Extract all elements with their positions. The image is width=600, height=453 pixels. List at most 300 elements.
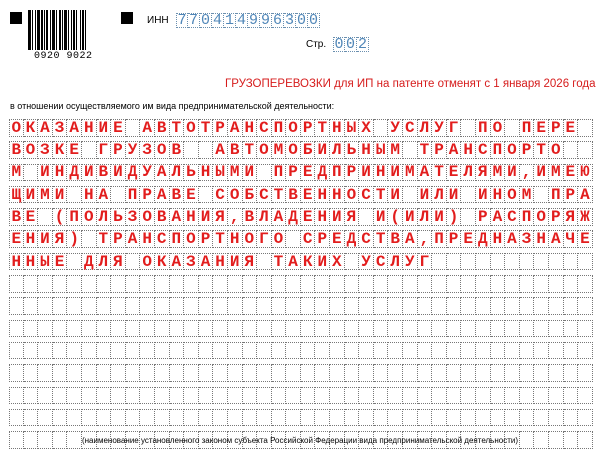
grid-cell: Р bbox=[111, 141, 126, 159]
grid-cell: В bbox=[243, 208, 258, 226]
grid-cell: И bbox=[97, 119, 112, 137]
grid-cell bbox=[199, 141, 214, 159]
grid-cell bbox=[272, 409, 287, 427]
grid-cell bbox=[374, 364, 389, 382]
grid-cell: И bbox=[359, 164, 374, 182]
grid-cell: О bbox=[82, 208, 97, 226]
grid-cell bbox=[520, 297, 535, 315]
grid-cell: В bbox=[9, 141, 24, 159]
grid-cell bbox=[257, 342, 272, 360]
grid-cell bbox=[403, 297, 418, 315]
grid-cell bbox=[359, 409, 374, 427]
grid-cell bbox=[9, 297, 24, 315]
inn-digit-cell: 1 bbox=[224, 12, 234, 29]
grid-cell bbox=[432, 297, 447, 315]
grid-cell: Л bbox=[330, 141, 345, 159]
grid-cell bbox=[315, 387, 330, 405]
grid-cell bbox=[374, 320, 389, 338]
grid-cell bbox=[403, 186, 418, 204]
grid-cell: С bbox=[257, 186, 272, 204]
grid-cell bbox=[330, 409, 345, 427]
grid-cell: Е bbox=[184, 186, 199, 204]
grid-cell bbox=[564, 275, 579, 293]
grid-cell bbox=[461, 119, 476, 137]
grid-cell bbox=[111, 409, 126, 427]
grid-cell: Е bbox=[564, 119, 579, 137]
grid-cell bbox=[359, 320, 374, 338]
grid-cell bbox=[199, 409, 214, 427]
grid-cell: А bbox=[549, 230, 564, 248]
grid-cell bbox=[549, 253, 564, 271]
grid-cell bbox=[359, 387, 374, 405]
grid-cell bbox=[140, 409, 155, 427]
grid-cell: О bbox=[9, 119, 24, 137]
grid-cell bbox=[82, 387, 97, 405]
grid-row[interactable] bbox=[9, 297, 593, 315]
grid-cell: П bbox=[126, 186, 141, 204]
grid-cell: А bbox=[38, 119, 53, 137]
grid-cell: З bbox=[126, 208, 141, 226]
grid-cell bbox=[564, 320, 579, 338]
grid-cell bbox=[578, 141, 593, 159]
grid-cell bbox=[505, 387, 520, 405]
grid-cell bbox=[272, 275, 287, 293]
grid-cell bbox=[155, 387, 170, 405]
grid-row[interactable] bbox=[9, 230, 593, 248]
grid-cell bbox=[111, 186, 126, 204]
barcode-bar bbox=[80, 10, 81, 50]
grid-cell bbox=[476, 364, 491, 382]
grid-cell: Н bbox=[330, 119, 345, 137]
inn-digit-cell: 9 bbox=[260, 12, 270, 29]
grid-cell: Х bbox=[330, 253, 345, 271]
grid-cell: И bbox=[388, 186, 403, 204]
grid-cell: Ь bbox=[345, 141, 360, 159]
grid-cell: Н bbox=[184, 208, 199, 226]
grid-cell bbox=[578, 387, 593, 405]
grid-cell bbox=[213, 387, 228, 405]
grid-cell: Р bbox=[315, 230, 330, 248]
grid-cell: М bbox=[388, 141, 403, 159]
grid-cell: Р bbox=[520, 141, 535, 159]
intro-text: в отношении осуществляемого им вида предпринимательской деятельности: bbox=[10, 101, 335, 111]
grid-cell bbox=[476, 387, 491, 405]
barcode-bar bbox=[32, 10, 33, 50]
grid-cell bbox=[520, 342, 535, 360]
grid-cell bbox=[243, 364, 258, 382]
barcode-bar bbox=[71, 10, 72, 50]
grid-cell: Г bbox=[447, 119, 462, 137]
grid-cell: Р bbox=[564, 186, 579, 204]
grid-cell: А bbox=[491, 208, 506, 226]
grid-cell bbox=[38, 275, 53, 293]
grid-cell bbox=[53, 409, 68, 427]
inn-digit-cell: 4 bbox=[212, 12, 222, 29]
grid-cell: Д bbox=[286, 208, 301, 226]
grid-cell bbox=[140, 364, 155, 382]
grid-row[interactable] bbox=[9, 387, 593, 405]
grid-cell: Т bbox=[272, 253, 287, 271]
grid-cell bbox=[38, 320, 53, 338]
barcode-bar bbox=[35, 10, 36, 50]
grid-cell bbox=[491, 409, 506, 427]
grid-cell bbox=[9, 342, 24, 360]
grid-row[interactable] bbox=[9, 342, 593, 360]
grid-cell: Н bbox=[243, 119, 258, 137]
grid-cell bbox=[257, 253, 272, 271]
grid-cell bbox=[315, 364, 330, 382]
grid-cell: И bbox=[432, 208, 447, 226]
grid-cell bbox=[418, 364, 433, 382]
grid-cell bbox=[359, 208, 374, 226]
grid-cell bbox=[461, 409, 476, 427]
grid-cell: А bbox=[170, 208, 185, 226]
grid-cell bbox=[24, 297, 39, 315]
grid-cell bbox=[374, 342, 389, 360]
grid-cell: Н bbox=[315, 186, 330, 204]
grid-cell bbox=[286, 230, 301, 248]
grid-cell bbox=[272, 364, 287, 382]
grid-cell bbox=[578, 275, 593, 293]
grid-cell bbox=[228, 320, 243, 338]
grid-row[interactable] bbox=[9, 164, 593, 182]
grid-cell: П bbox=[330, 164, 345, 182]
grid-cell bbox=[491, 275, 506, 293]
grid-cell bbox=[476, 297, 491, 315]
grid-cell: Н bbox=[491, 230, 506, 248]
grid-cell: О bbox=[155, 141, 170, 159]
grid-cell: Я bbox=[476, 164, 491, 182]
grid-cell bbox=[403, 342, 418, 360]
grid-row[interactable] bbox=[9, 141, 593, 159]
grid-cell bbox=[461, 342, 476, 360]
grid-cell: А bbox=[272, 208, 287, 226]
grid-cell: Н bbox=[534, 230, 549, 248]
grid-cell bbox=[520, 409, 535, 427]
grid-cell: Т bbox=[315, 119, 330, 137]
grid-cell bbox=[505, 320, 520, 338]
grid-cell: О bbox=[272, 230, 287, 248]
grid-cell bbox=[491, 297, 506, 315]
grid-cell: А bbox=[170, 253, 185, 271]
grid-cell: О bbox=[184, 230, 199, 248]
grid-cell bbox=[82, 342, 97, 360]
grid-cell: Н bbox=[24, 253, 39, 271]
inn-digit-cell: 0 bbox=[200, 12, 210, 29]
grid-cell: С bbox=[301, 230, 316, 248]
grid-cell bbox=[461, 364, 476, 382]
grid-cell: Е bbox=[301, 164, 316, 182]
grid-cell bbox=[301, 409, 316, 427]
grid-cell bbox=[67, 364, 82, 382]
grid-cell bbox=[286, 409, 301, 427]
grid-cell bbox=[53, 320, 68, 338]
grid-cell: И bbox=[53, 186, 68, 204]
grid-cell bbox=[184, 409, 199, 427]
grid-cell: Д bbox=[476, 230, 491, 248]
grid-cell bbox=[432, 320, 447, 338]
grid-cell: М bbox=[228, 164, 243, 182]
grid-cell bbox=[126, 409, 141, 427]
grid-cell: У bbox=[359, 253, 374, 271]
grid-cell bbox=[534, 364, 549, 382]
grid-cell: В bbox=[155, 119, 170, 137]
grid-cell bbox=[534, 253, 549, 271]
grid-cell: Е bbox=[564, 164, 579, 182]
grid-cell bbox=[549, 320, 564, 338]
grid-cell: А bbox=[126, 230, 141, 248]
grid-cell: Т bbox=[170, 119, 185, 137]
grid-cell bbox=[24, 387, 39, 405]
grid-cell bbox=[24, 320, 39, 338]
grid-cell: Н bbox=[491, 186, 506, 204]
grid-cell bbox=[461, 275, 476, 293]
grid-cell bbox=[286, 297, 301, 315]
grid-row[interactable] bbox=[9, 275, 593, 293]
grid-cell: Я bbox=[111, 253, 126, 271]
grid-cell bbox=[534, 275, 549, 293]
grid-cell bbox=[126, 297, 141, 315]
grid-cell bbox=[578, 119, 593, 137]
grid-cell: И bbox=[505, 164, 520, 182]
grid-cell bbox=[447, 297, 462, 315]
grid-cell bbox=[315, 409, 330, 427]
grid-cell bbox=[257, 297, 272, 315]
grid-cell: Ь bbox=[184, 164, 199, 182]
grid-cell: Д bbox=[67, 164, 82, 182]
grid-row[interactable] bbox=[9, 409, 593, 427]
grid-cell: З bbox=[520, 230, 535, 248]
grid-cell bbox=[418, 387, 433, 405]
grid-cell bbox=[111, 297, 126, 315]
grid-row[interactable] bbox=[9, 253, 593, 271]
barcode-bar bbox=[73, 10, 75, 50]
grid-cell bbox=[38, 297, 53, 315]
grid-cell: О bbox=[24, 141, 39, 159]
grid-cell bbox=[520, 275, 535, 293]
grid-cell bbox=[38, 208, 53, 226]
grid-cell bbox=[315, 342, 330, 360]
footer-caption: (наименование установленного законом субъекта Российской Федерации вида предпринимательской деятельности) bbox=[81, 436, 519, 445]
grid-cell bbox=[520, 253, 535, 271]
grid-cell bbox=[505, 275, 520, 293]
barcode-bar bbox=[82, 10, 84, 50]
grid-cell bbox=[432, 342, 447, 360]
grid-cell: У bbox=[388, 119, 403, 137]
grid-cell bbox=[330, 275, 345, 293]
grid-cell bbox=[315, 297, 330, 315]
grid-cell bbox=[97, 409, 112, 427]
grid-cell bbox=[243, 320, 258, 338]
grid-cell bbox=[534, 186, 549, 204]
grid-cell: П bbox=[549, 186, 564, 204]
grid-cell bbox=[155, 364, 170, 382]
inn-field[interactable] bbox=[176, 13, 320, 28]
grid-cell bbox=[24, 164, 39, 182]
grid-cell: Р bbox=[345, 164, 360, 182]
grid-cell bbox=[155, 297, 170, 315]
grid-cell: А bbox=[213, 141, 228, 159]
grid-cell bbox=[301, 364, 316, 382]
grid-cell: Л bbox=[170, 164, 185, 182]
grid-cell bbox=[461, 297, 476, 315]
grid-cell: С bbox=[403, 119, 418, 137]
grid-cell bbox=[184, 297, 199, 315]
grid-cell bbox=[67, 297, 82, 315]
grid-cell bbox=[82, 275, 97, 293]
grid-cell bbox=[301, 275, 316, 293]
grid-cell: С bbox=[359, 186, 374, 204]
grid-cell: П bbox=[491, 141, 506, 159]
grid-cell bbox=[476, 275, 491, 293]
grid-cell bbox=[213, 320, 228, 338]
grid-cell: И bbox=[447, 186, 462, 204]
grid-cell: Р bbox=[286, 164, 301, 182]
grid-cell bbox=[447, 387, 462, 405]
grid-cell bbox=[213, 297, 228, 315]
grid-cell bbox=[564, 409, 579, 427]
grid-cell bbox=[286, 320, 301, 338]
inn-digit-cell: 3 bbox=[284, 12, 294, 29]
grid-cell: И bbox=[243, 164, 258, 182]
grid-cell bbox=[67, 387, 82, 405]
grid-cell bbox=[38, 342, 53, 360]
grid-cell: И bbox=[388, 164, 403, 182]
grid-cell: Т bbox=[272, 186, 287, 204]
grid-cell bbox=[345, 409, 360, 427]
grid-cell: Я bbox=[345, 208, 360, 226]
grid-cell bbox=[140, 387, 155, 405]
grid-cell: Л bbox=[257, 208, 272, 226]
activity-grid[interactable] bbox=[9, 119, 593, 453]
grid-cell: Ю bbox=[578, 164, 593, 182]
grid-cell: Д bbox=[345, 230, 360, 248]
grid-cell bbox=[199, 364, 214, 382]
grid-cell bbox=[534, 342, 549, 360]
grid-cell: Л bbox=[388, 253, 403, 271]
grid-cell: Л bbox=[418, 208, 433, 226]
grid-cell: О bbox=[140, 208, 155, 226]
grid-cell bbox=[170, 297, 185, 315]
grid-cell: Н bbox=[359, 141, 374, 159]
grid-cell bbox=[199, 320, 214, 338]
grid-cell bbox=[564, 387, 579, 405]
grid-cell: И bbox=[38, 230, 53, 248]
grid-cell: Л bbox=[97, 253, 112, 271]
page-number-field[interactable] bbox=[333, 37, 369, 52]
grid-cell: И bbox=[24, 186, 39, 204]
grid-cell bbox=[257, 409, 272, 427]
grid-cell bbox=[82, 320, 97, 338]
grid-cell: Е bbox=[578, 230, 593, 248]
grid-cell: О bbox=[257, 141, 272, 159]
grid-cell: В bbox=[9, 208, 24, 226]
grid-cell bbox=[505, 342, 520, 360]
grid-cell: Н bbox=[140, 230, 155, 248]
grid-row[interactable] bbox=[9, 119, 593, 137]
grid-cell: У bbox=[126, 141, 141, 159]
grid-cell: П bbox=[520, 119, 535, 137]
grid-cell bbox=[24, 275, 39, 293]
page-digit-cell: 0 bbox=[345, 36, 355, 53]
grid-cell bbox=[67, 186, 82, 204]
grid-cell bbox=[170, 364, 185, 382]
grid-cell: Р bbox=[447, 230, 462, 248]
grid-cell bbox=[228, 409, 243, 427]
grid-cell bbox=[67, 275, 82, 293]
grid-cell: П bbox=[432, 230, 447, 248]
grid-cell bbox=[549, 409, 564, 427]
grid-cell: П bbox=[476, 119, 491, 137]
grid-cell bbox=[491, 320, 506, 338]
grid-cell bbox=[272, 297, 287, 315]
grid-cell bbox=[243, 409, 258, 427]
grid-cell bbox=[476, 320, 491, 338]
grid-cell bbox=[286, 364, 301, 382]
grid-row[interactable] bbox=[9, 364, 593, 382]
grid-cell bbox=[301, 387, 316, 405]
grid-cell: Т bbox=[199, 119, 214, 137]
grid-cell bbox=[491, 342, 506, 360]
grid-cell: , bbox=[418, 230, 433, 248]
grid-cell bbox=[330, 342, 345, 360]
grid-cell: Т bbox=[534, 141, 549, 159]
grid-cell: Ь bbox=[111, 208, 126, 226]
grid-cell: В bbox=[228, 141, 243, 159]
grid-cell: Е bbox=[461, 230, 476, 248]
grid-cell: О bbox=[286, 141, 301, 159]
grid-cell: А bbox=[286, 253, 301, 271]
grid-cell bbox=[9, 364, 24, 382]
grid-cell bbox=[330, 320, 345, 338]
grid-row[interactable] bbox=[9, 208, 593, 226]
grid-cell bbox=[403, 141, 418, 159]
grid-cell bbox=[549, 364, 564, 382]
barcode-bar bbox=[28, 10, 31, 50]
grid-cell: С bbox=[374, 253, 389, 271]
grid-cell bbox=[82, 364, 97, 382]
grid-cell bbox=[286, 342, 301, 360]
grid-cell bbox=[534, 409, 549, 427]
grid-cell bbox=[243, 275, 258, 293]
corner-marker-left bbox=[10, 12, 22, 24]
grid-cell bbox=[67, 409, 82, 427]
grid-cell: И bbox=[315, 253, 330, 271]
grid-cell bbox=[213, 364, 228, 382]
grid-row[interactable] bbox=[9, 186, 593, 204]
grid-cell bbox=[82, 297, 97, 315]
barcode-bar bbox=[62, 10, 63, 50]
grid-cell: М bbox=[38, 186, 53, 204]
grid-cell: И bbox=[38, 164, 53, 182]
grid-cell: Р bbox=[140, 186, 155, 204]
grid-cell: А bbox=[505, 230, 520, 248]
grid-cell bbox=[67, 320, 82, 338]
grid-cell bbox=[140, 320, 155, 338]
grid-cell: Е bbox=[111, 119, 126, 137]
grid-cell: Б bbox=[243, 186, 258, 204]
grid-row[interactable] bbox=[9, 320, 593, 338]
grid-cell bbox=[228, 275, 243, 293]
grid-cell: О bbox=[491, 119, 506, 137]
grid-cell bbox=[418, 275, 433, 293]
grid-cell: Н bbox=[199, 164, 214, 182]
grid-cell bbox=[534, 320, 549, 338]
grid-cell bbox=[9, 387, 24, 405]
grid-cell: И bbox=[403, 208, 418, 226]
barcode-bar bbox=[37, 10, 40, 50]
grid-cell bbox=[447, 253, 462, 271]
